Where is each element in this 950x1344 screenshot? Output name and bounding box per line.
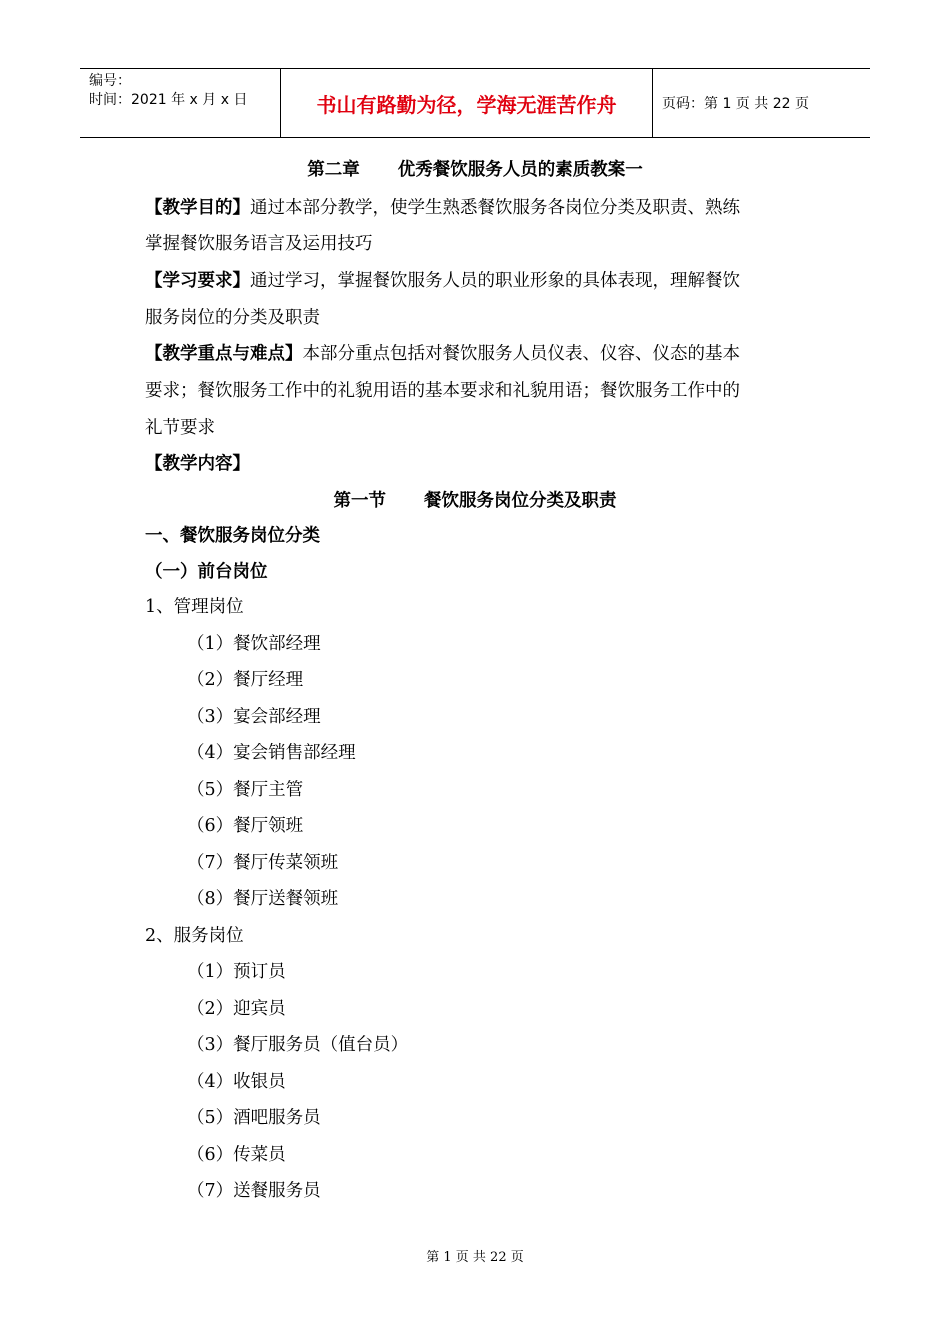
objective-label: 【教学目的】 xyxy=(145,198,250,218)
list-item: （1）餐饮部经理 xyxy=(187,634,321,654)
sub-heading-management: 1、管理岗位 xyxy=(145,597,244,617)
objective-line-1: 【教学目的】通过本部分教学，使学生熟悉餐饮服务各岗位分类及职责、熟练 xyxy=(145,198,740,218)
section-title: 第一节 餐饮服务岗位分类及职责 xyxy=(333,491,617,511)
list-item: （4）宴会销售部经理 xyxy=(187,743,356,763)
motto: 书山有路勤为径，学海无涯苦作舟 xyxy=(281,69,653,137)
list-item: （2）迎宾员 xyxy=(187,999,286,1019)
header-meta xyxy=(80,69,281,137)
list-item: （5）酒吧服务员 xyxy=(187,1108,321,1128)
requirement-line-1: 【学习要求】通过学习，掌握餐饮服务人员的职业形象的具体表现，理解餐饮 xyxy=(145,271,740,291)
page-info: 页码：第 1 页 共 22 页 xyxy=(662,96,809,112)
list-item: （5）餐厅主管 xyxy=(187,780,304,800)
list-item: （7）送餐服务员 xyxy=(187,1181,321,1201)
time-label: 时间：2021 年 x 月 x 日 xyxy=(89,92,248,108)
list-item: （8）餐厅送餐领班 xyxy=(187,889,339,909)
list-item: （7）餐厅传菜领班 xyxy=(187,853,339,873)
list-item: （6）传菜员 xyxy=(187,1145,286,1165)
list-item: （3）餐厅服务员（值台员） xyxy=(187,1035,409,1055)
list-item: （1）预订员 xyxy=(187,962,286,982)
key-label: 【教学重点与难点】 xyxy=(145,344,303,364)
objective-line-2: 掌握餐饮服务语言及运用技巧 xyxy=(145,234,373,254)
list-item: （4）收银员 xyxy=(187,1072,286,1092)
sub-heading-service: 2、服务岗位 xyxy=(145,926,244,946)
key-line-1: 【教学重点与难点】本部分重点包括对餐饮服务人员仪表、仪容、仪态的基本 xyxy=(145,344,740,364)
content-label: 【教学内容】 xyxy=(145,454,250,474)
heading-2: （一）前台岗位 xyxy=(145,562,268,582)
page-footer: 第 1 页 共 22 页 xyxy=(426,1250,524,1265)
requirement-line-2: 服务岗位的分类及职责 xyxy=(145,308,320,328)
list-item: （3）宴会部经理 xyxy=(187,707,321,727)
chapter-title: 第二章 优秀餐饮服务人员的素质教案一 xyxy=(307,160,643,180)
number-label: 编号： xyxy=(89,73,131,89)
header-table xyxy=(80,68,870,138)
heading-1: 一、餐饮服务岗位分类 xyxy=(145,526,320,546)
list-item: （2）餐厅经理 xyxy=(187,670,304,690)
key-line-2: 要求；餐饮服务工作中的礼貌用语的基本要求和礼貌用语；餐饮服务工作中的 xyxy=(145,381,740,401)
key-line-3: 礼节要求 xyxy=(145,418,215,438)
requirement-label: 【学习要求】 xyxy=(145,271,250,291)
list-item: （6）餐厅领班 xyxy=(187,816,304,836)
